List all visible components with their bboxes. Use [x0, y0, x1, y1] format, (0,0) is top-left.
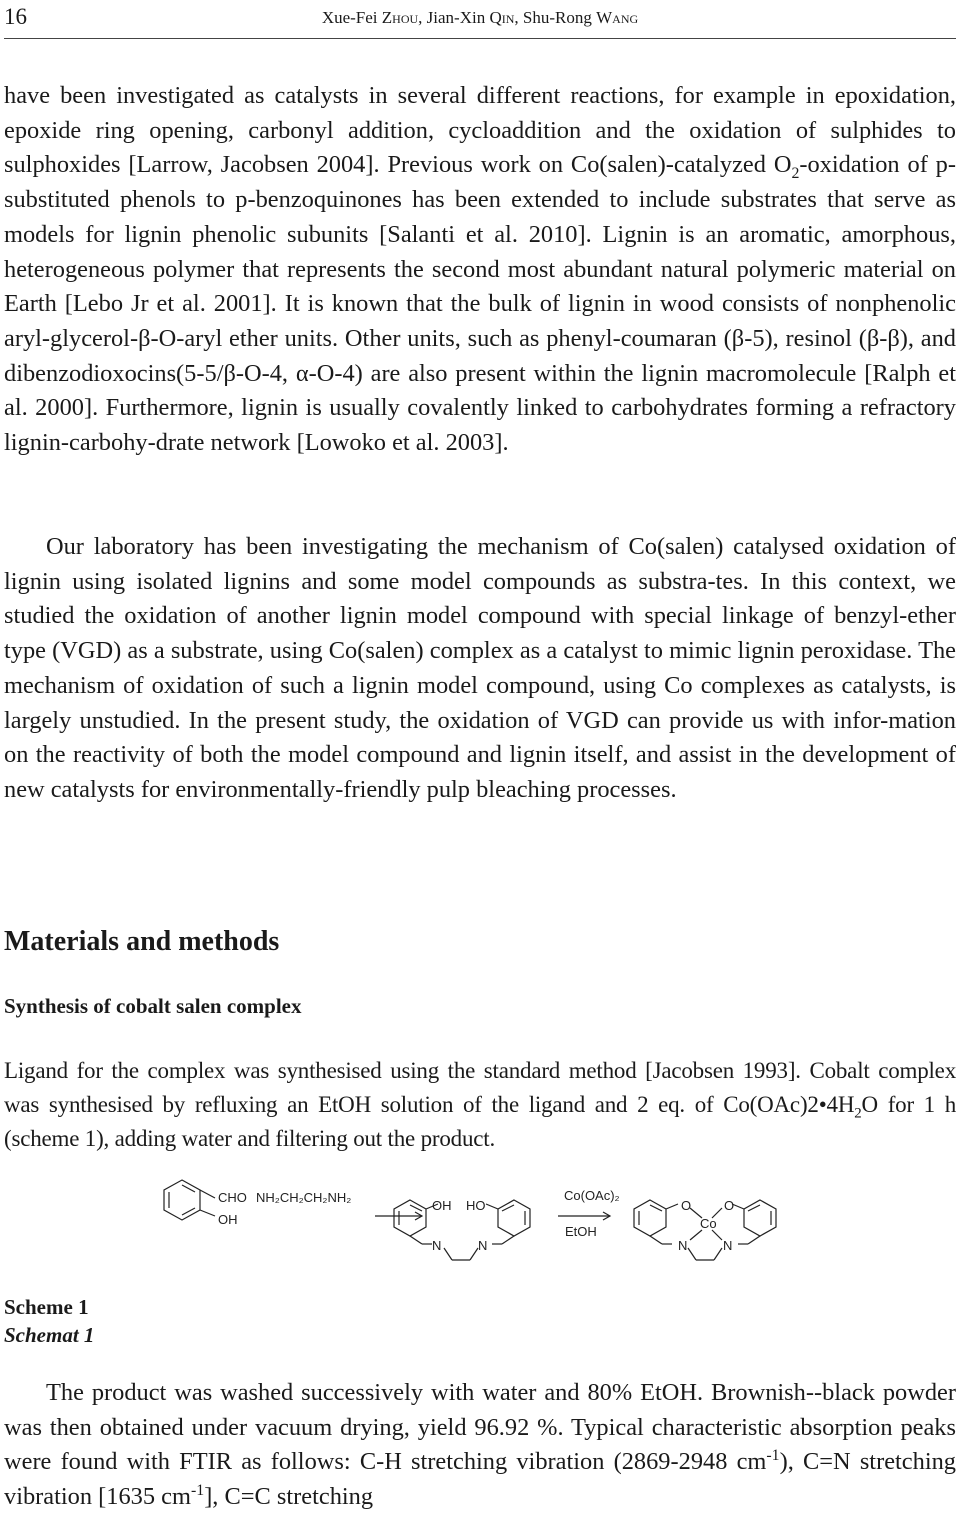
running-header: [4, 0, 956, 39]
subscript: 2: [791, 165, 800, 183]
paragraph-text: O for 1 h (scheme 1), adding water and filtering out the product.: [4, 1092, 956, 1151]
scheme-label: O: [681, 1198, 692, 1213]
subscript: 2: [854, 1105, 862, 1122]
author-separator: ,: [514, 8, 523, 27]
intro-paragraph: [4, 79, 956, 461]
paragraph-text: Ligand for the complex was synthesised using the standard method [Jacobsen 1993]. Cobalt complex was synthesised by refluxing an EtOH solution of the ligand and 2 eq. of Co(OAc)2•4H: [4, 1058, 956, 1117]
scheme-label: N: [678, 1238, 688, 1253]
scheme-reagent: NH₂CH₂CH₂NH₂: [256, 1190, 352, 1205]
author-line: [4, 8, 956, 28]
author-first-name: Jian-Xin: [426, 8, 490, 27]
scheme-label: HO: [466, 1198, 486, 1213]
product-paragraph: [4, 1376, 956, 1515]
paragraph-text: ), C=N stretching vibration [1635 cm: [4, 1448, 956, 1511]
author-first-name: Xue-Fei: [321, 8, 382, 27]
scheme-caption-translation: Schemat 1: [4, 1323, 95, 1347]
author-first-name: Shu-Rong: [522, 8, 597, 27]
scheme-label: OH: [432, 1198, 452, 1213]
superscript: -1: [190, 1481, 205, 1499]
paragraph-text: ], C=C stretching: [204, 1483, 374, 1511]
author-last-name: Qin: [489, 8, 515, 27]
superscript: -1: [766, 1447, 780, 1465]
paragraph-text: The product was washed successively with water and 80% EtOH. Brownish--black powder was then obtained under vacuum drying, yield 96.92 %. Typical characteristic absorption peaks were found with FTIR as follows: C-H stretching vibration (2869-2948 cm: [4, 1379, 956, 1476]
section-heading: Materials and methods: [4, 926, 280, 957]
author-last-name: Wang: [596, 8, 639, 27]
scheme-label: Co: [700, 1216, 717, 1231]
scheme-label: CHO: [218, 1190, 247, 1205]
scheme-label: OH: [218, 1212, 238, 1227]
paragraph-text: -oxidation of p-substituted phenols to p-benzoquinones has been extended to include substrates that serve as models for lignin phenolic subunits [Salanti et al. 2010]. Lignin is an aromatic, amorphous, heterogeneous polymer that represents the second most abundant natural polymeric material on Earth [Lebo Jr et al. 2001]. It is known that the bulk of lignin in wood consists of nonphenolic aryl-glycerol-β-O-aryl ether units. Other units, such as phenyl-coumaran (β-5), resinol (β-β), and dibenzodioxocins(5-5/β-O-4, α-O-4) are also present within the lignin macromolecule [Ralph et al. 2000]. Furthermore, lignin is usually covalently linked to carbohydrates forming a refractory lignin-carbohy-drate network [Lowoko et al. 2003].: [4, 151, 956, 457]
scheme-solvent: EtOH: [565, 1224, 597, 1239]
lab-paragraph: Our laboratory has been investigating the mechanism of Co(salen) catalysed oxidation of lignin using isolated lignins and some model compounds as substra-tes. In this context, we studied the oxidation of another lignin model compound with special linkage of benzyl-ether type (VGD) as a substrate, using Co(salen) complex as a catalyst to mimic lignin peroxidase. The mechanism of oxidation of such a lignin model compound, using Co complexes as catalysts, is largely unstudied. In the present study, the oxidation of VGD can provide us with infor-mation on the reactivity of both the model compound and lignin itself, and assist in the development of new catalysts for environmentally-friendly pulp bleaching processes.: [4, 533, 956, 803]
scheme-reagent: Co(OAc)₂: [564, 1188, 620, 1203]
scheme-label: O: [724, 1198, 735, 1213]
paragraph-text: have been investigated as catalysts in several different reactions, for example in epoxidation, epoxide ring opening, carbonyl addition, cycloaddition and the oxidation of sulphides to sulphoxides [Larrow, Jacobsen 2004]. Previous work on Co(salen)-catalyzed O: [4, 82, 956, 179]
author-last-name: Zhou: [381, 8, 419, 27]
scheme-caption: Scheme 1: [4, 1295, 89, 1319]
reaction-scheme: [160, 1178, 810, 1274]
scheme-label: N: [432, 1238, 442, 1253]
scheme-label: N: [478, 1238, 488, 1253]
subsection-heading: Synthesis of cobalt salen complex: [4, 994, 302, 1018]
synthesis-paragraph: [4, 1054, 956, 1156]
scheme-label: N: [723, 1238, 733, 1253]
page-number: 16: [4, 4, 27, 29]
author-separator: ,: [418, 8, 427, 27]
